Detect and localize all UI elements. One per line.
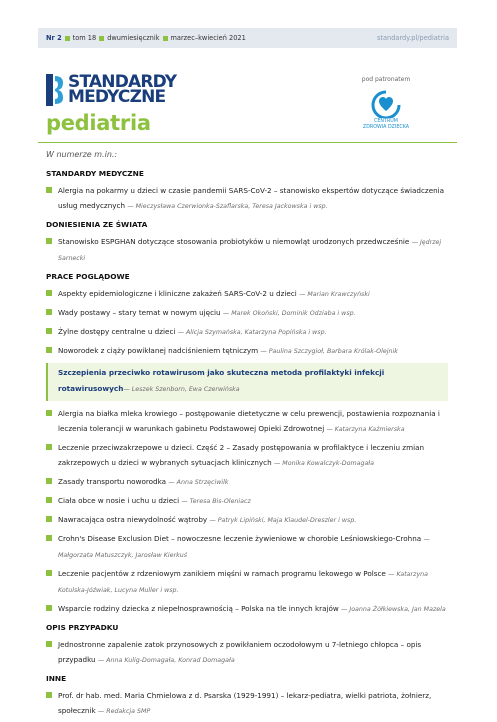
section-title: STANDARDY MEDYCZNE bbox=[46, 169, 144, 178]
bullet-square-icon bbox=[46, 692, 52, 698]
table-of-contents bbox=[46, 150, 448, 722]
list-item[interactable]: Aspekty epidemiologiczne i kliniczne zakażeń SARS-CoV-2 u dzieci — Marian Krawczyński bbox=[46, 286, 448, 302]
section-title: INNE bbox=[46, 674, 67, 683]
section-title: PRACE POGLĄDOWE bbox=[46, 272, 130, 281]
bullet-square-icon bbox=[46, 497, 52, 503]
logo-wordmark: STANDARDY MEDYCZNE bbox=[68, 72, 177, 107]
separator-square-icon bbox=[99, 36, 104, 41]
bullet-square-icon bbox=[46, 410, 52, 416]
section-title: DONIESIENIA ZE ŚWIATA bbox=[46, 220, 148, 229]
bullet-square-icon bbox=[46, 535, 52, 541]
list-item[interactable]: Leczenie przeciwzakrzepowe u dzieci. Część 2 – Zasady postępowania w profilaktyce i leczeniu zmian zakrzepowych u dzieci w wybranych sytuacjach klinicznych — Monika Kowalczyk-Domagała bbox=[46, 440, 448, 471]
list-item[interactable]: Prof. dr hab. med. Maria Chmielowa z d. Psarska (1929-1991) – lekarz-pediatra, wielki patriota, żołnierz, społecznik — Redakcja SMP bbox=[46, 688, 448, 719]
bullet-square-icon bbox=[46, 309, 52, 315]
issue-date: marzec–kwiecień 2021 bbox=[170, 34, 246, 42]
heart-logo-icon bbox=[370, 88, 402, 118]
list-item[interactable]: Ciała obce w nosie i uchu u dzieci — Teresa Bis-Oleniacz bbox=[46, 493, 448, 509]
bullet-square-icon bbox=[46, 290, 52, 296]
frequency: dwumiesięcznik bbox=[107, 34, 160, 42]
separator-square-icon bbox=[163, 36, 168, 41]
header-divider bbox=[38, 142, 457, 143]
logo-mark-icon bbox=[46, 74, 64, 106]
bullet-square-icon bbox=[46, 570, 52, 576]
list-item[interactable]: Crohn's Disease Exclusion Diet – nowoczesne leczenie żywieniowe w chorobie Leśniowskiego-Crohna — Małgorzata Matuszczyk, Jarosław Kierkuś bbox=[46, 531, 448, 563]
list-item[interactable]: Alergia na pokarmy u dzieci w czasie pandemii SARS-CoV-2 – stanowisko ekspertów dotyczące świadczenia usług medycznych — Mieczysława Czerwionka-Szaflarska, Teresa Jackowska i wsp. bbox=[46, 183, 448, 214]
patron-block bbox=[356, 76, 416, 131]
bullet-square-icon bbox=[46, 444, 52, 450]
patron-label: pod patronatem bbox=[361, 76, 411, 83]
bullet-square-icon bbox=[46, 347, 52, 353]
bullet-square-icon bbox=[46, 641, 52, 647]
list-item[interactable]: Wady postawy – stary temat w nowym ujęciu — Marek Okoński, Dominik Odziaba i wsp. bbox=[46, 305, 448, 321]
bullet-square-icon bbox=[46, 328, 52, 334]
bullet-square-icon bbox=[46, 516, 52, 522]
issue-bar bbox=[38, 28, 457, 48]
journal-logo bbox=[46, 74, 176, 106]
journal-subtitle: pediatria bbox=[46, 111, 151, 135]
list-item[interactable]: Zasady transportu noworodka — Anna Strzęciwilk bbox=[46, 474, 448, 490]
issue-number: Nr 2 bbox=[46, 34, 62, 42]
bullet-square-icon bbox=[46, 187, 52, 193]
bullet-square-icon bbox=[46, 238, 52, 244]
bullet-square-icon bbox=[46, 478, 52, 484]
section-title: OPIS PRZYPADKU bbox=[46, 623, 119, 632]
issue-meta bbox=[46, 34, 246, 42]
patron-name: CENTRUM ZDROWIA DZIECKA bbox=[362, 119, 410, 130]
toc-intro: W numerze m.in.: bbox=[46, 150, 118, 159]
list-item[interactable]: Noworodek z ciąży powikłanej nadciśnieniem tętniczym — Paulina Szczygioł, Barbara Królak-Olejnik bbox=[46, 343, 448, 359]
list-item[interactable]: Nawracająca ostra niewydolność wątroby — Patryk Lipiński, Maja Klaudel-Dreszler i wsp. bbox=[46, 512, 448, 528]
list-item[interactable]: Jednostronne zapalenie zatok przynosowych z powikłaniem oczodołowym u 7-letniego chłopca – opis przypadku — Anna Kulig-Domagała, Konrad Domagała bbox=[46, 637, 448, 668]
site-url[interactable]: standardy.pl/pediatria bbox=[376, 34, 449, 42]
featured-article[interactable]: Szczepienia przeciwko rotawirusom jako skuteczna metoda profilaktyki infekcji rotawirusowych— Leszek Szenborn, Ewa Czerwińska bbox=[46, 363, 448, 401]
separator-square-icon bbox=[65, 36, 70, 41]
list-item[interactable]: Leczenie pacjentów z rdzeniowym zanikiem mięśni w ramach programu lekowego w Polsce — Katarzyna Kotulska-Jóźwiak, Lucyna Muller i wsp. bbox=[46, 566, 448, 598]
list-item[interactable]: Stanowisko ESPGHAN dotyczące stosowania probiotyków u niemowląt urodzonych przedwcześnie — Jędrzej Sarnecki bbox=[46, 234, 448, 266]
list-item[interactable]: Żylne dostępy centralne u dzieci — Alicja Szymańska, Katarzyna Popińska i wsp. bbox=[46, 324, 448, 340]
list-item[interactable]: Wsparcie rodziny dziecka z niepełnosprawnością – Polska na tle innych krajów — Joanna Żółkiewska, Jan Mazela bbox=[46, 601, 448, 617]
list-item[interactable]: Alergia na białka mleka krowiego – postępowanie dietetyczne w celu prewencji, postawienia rozpoznania i leczenia tolerancji w warunkach gabinetu Podstawowej Opieki Zdrowotnej — Katarzyna Kaźmierska bbox=[46, 406, 448, 437]
bullet-square-icon bbox=[46, 605, 52, 611]
volume: tom 18 bbox=[72, 34, 97, 42]
